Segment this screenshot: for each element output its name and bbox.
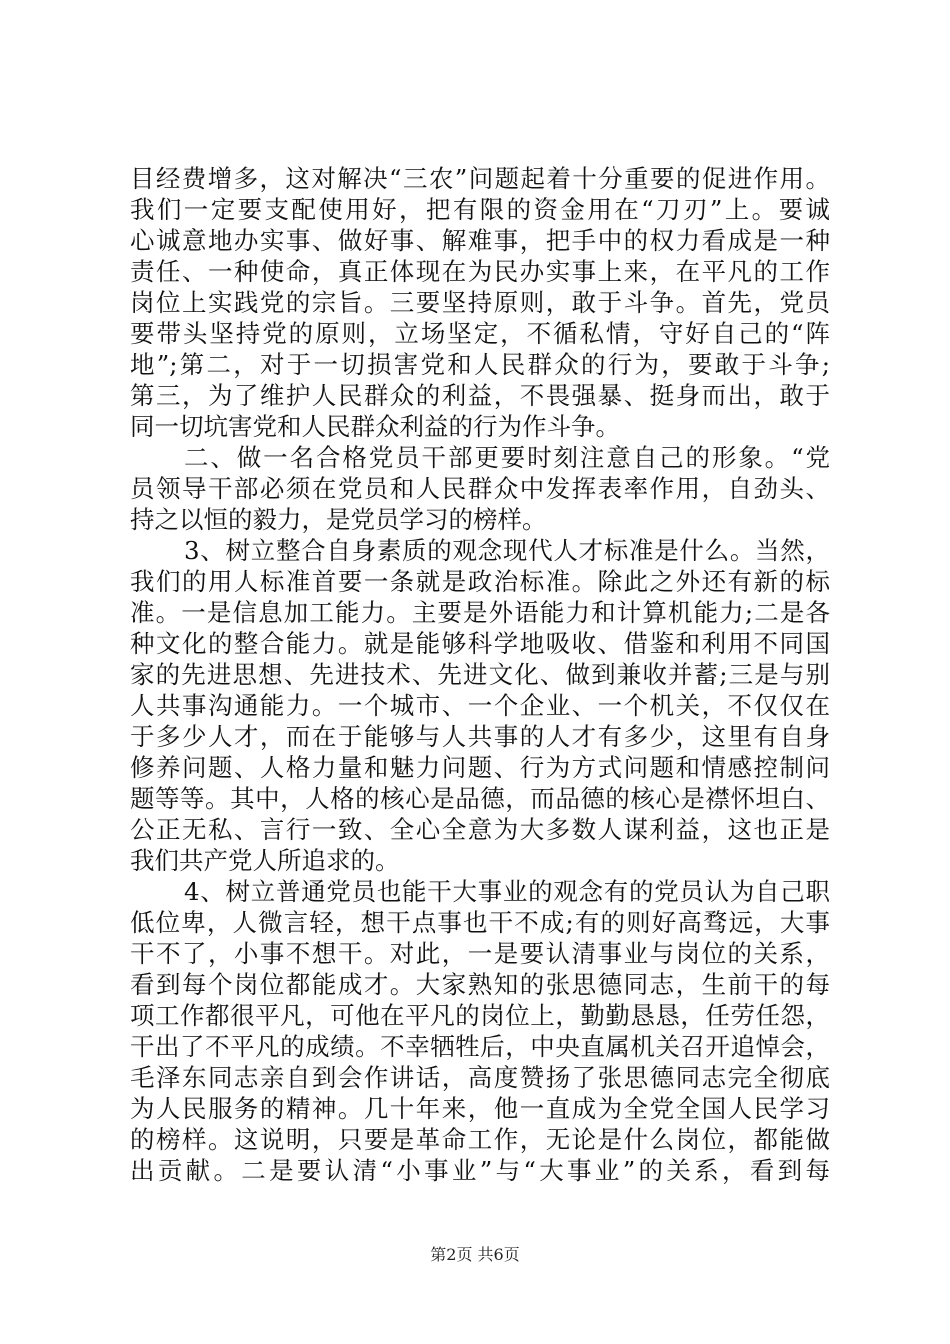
paragraph-line: 目经费增多，这对解决“三农”问题起着十分重要的促进作用。 — [130, 164, 830, 193]
page-footer: 第2页 共6页 — [430, 1245, 520, 1264]
paragraph-line: 干出了不平凡的成绩。不幸牺牲后，中央直属机关召开追悼会， — [130, 1032, 830, 1061]
paragraph-line: 低位卑，人微言轻，想干点事也干不成;有的则好高骛远，大事 — [130, 908, 830, 937]
paragraph-line: 的榜样。这说明，只要是革命工作，无论是什么岗位，都能做 — [130, 1125, 830, 1154]
paragraph-line: 出贡献。二是要认清“小事业”与“大事业”的关系，看到每 — [130, 1156, 830, 1185]
paragraph — [130, 535, 830, 876]
paragraph-line: 地”;第二，对于一切损害党和人民群众的行为，要敢于斗争; — [130, 350, 830, 379]
paragraph-line: 我们的用人标准首要一条就是政治标准。除此之外还有新的标 — [130, 567, 830, 596]
paragraph-line: 我们共产党人所追求的。 — [130, 846, 400, 875]
paragraph-line: 第三，为了维护人民群众的利益，不畏强暴、挺身而出，敢于 — [130, 381, 830, 410]
paragraph-line: 种文化的整合能力。就是能够科学地吸收、借鉴和利用不同国 — [130, 629, 830, 658]
paragraph-line: 二、做一名合格党员干部更要时刻注意自己的形象。“党 — [184, 443, 830, 472]
paragraph-line: 看到每个岗位都能成才。大家熟知的张思德同志，生前干的每 — [130, 970, 830, 999]
paragraph-line: 于多少人才，而在于能够与人共事的人才有多少，这里有自身 — [130, 722, 830, 751]
paragraph-line: 持之以恒的毅力，是党员学习的榜样。 — [130, 505, 547, 534]
paragraph-line: 家的先进思想、先进技术、先进文化、做到兼收并蓄;三是与别 — [130, 660, 830, 689]
paragraph-line: 4、树立普通党员也能干大事业的观念有的党员认为自己职 — [184, 877, 830, 906]
paragraph-line: 岗位上实践党的宗旨。三要坚持原则，敢于斗争。首先，党员 — [130, 288, 830, 317]
paragraph-line: 项工作都很平凡，可他在平凡的岗位上，勤勤恳恳，任劳任怨， — [130, 1001, 830, 1030]
paragraph — [130, 442, 830, 535]
paragraph-line: 3、树立整合自身素质的观念现代人才标准是什么。当然， — [184, 536, 830, 565]
paragraph — [130, 876, 830, 1186]
paragraph-line: 责任、一种使命，真正体现在为民办实事上来，在平凡的工作 — [130, 257, 830, 286]
paragraph-line: 要带头坚持党的原则，立场坚定，不循私情，守好自己的“阵 — [130, 319, 830, 348]
paragraph-line: 公正无私、言行一致、全心全意为大多数人谋利益，这也正是 — [130, 815, 830, 844]
paragraph-line: 题等等。其中，人格的核心是品德，而品德的核心是襟怀坦白、 — [130, 784, 830, 813]
paragraph-line: 同一切坑害党和人民群众利益的行为作斗争。 — [130, 412, 620, 441]
paragraph — [130, 163, 830, 442]
paragraph-line: 为人民服务的精神。几十年来，他一直成为全党全国人民学习 — [130, 1094, 830, 1123]
paragraph-line: 我们一定要支配使用好，把有限的资金用在“刀刃”上。要诚 — [130, 195, 830, 224]
paragraph-line: 人共事沟通能力。一个城市、一个企业、一个机关，不仅仅在 — [130, 691, 830, 720]
paragraph-line: 毛泽东同志亲自到会作讲话，高度赞扬了张思德同志完全彻底 — [130, 1063, 830, 1092]
paragraph-line: 修养问题、人格力量和魅力问题、行为方式问题和情感控制问 — [130, 753, 830, 782]
paragraph-line: 员领导干部必须在党员和人民群众中发挥表率作用，自劲头、 — [130, 474, 830, 503]
paragraph-line: 准。一是信息加工能力。主要是外语能力和计算机能力;二是各 — [130, 598, 830, 627]
document-body — [130, 163, 830, 1186]
paragraph-line: 干不了，小事不想干。对此，一是要认清事业与岗位的关系， — [130, 939, 830, 968]
paragraph-line: 心诚意地办实事、做好事、解难事，把手中的权力看成是一种 — [130, 226, 830, 255]
